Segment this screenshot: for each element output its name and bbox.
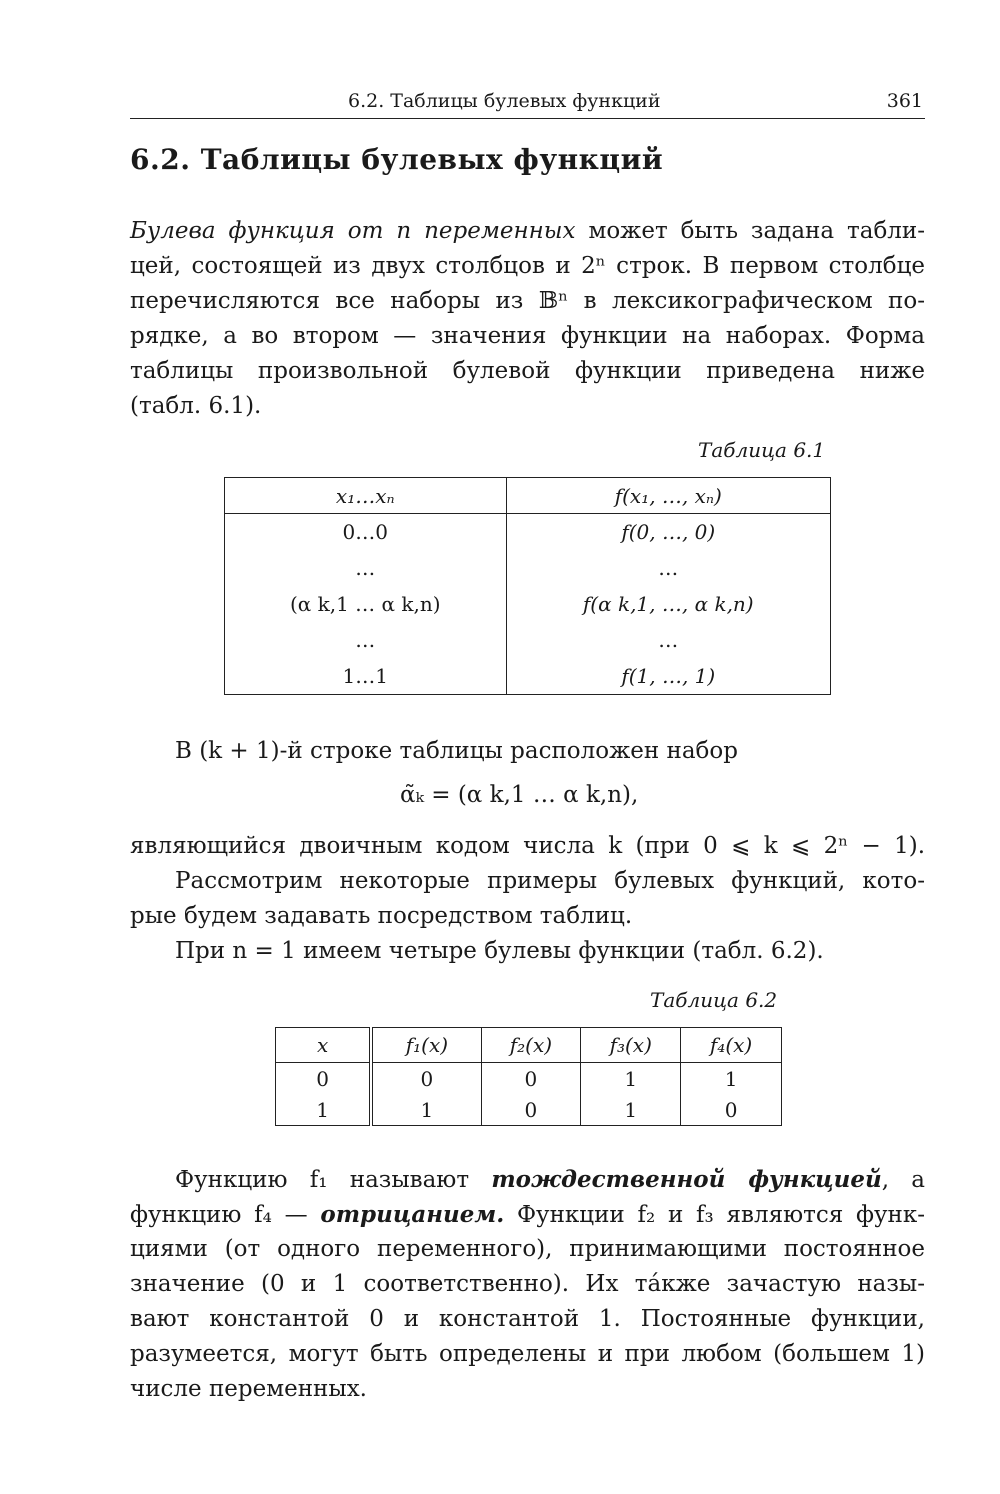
para2-line-4: рые будем задавать посредством таблиц.: [130, 903, 633, 929]
table-row: [225, 586, 831, 622]
term-identity-function: тождественной функцией: [491, 1166, 882, 1193]
table-row: [225, 658, 831, 695]
intro-line-3: перечисляются все наборы из 𝔹ⁿ в лексикографическом по-: [130, 288, 925, 314]
t2-header-f2: f₂(x): [481, 1028, 581, 1063]
t2-header-f3: f₃(x): [581, 1028, 681, 1063]
table-row: [225, 622, 831, 658]
table-row: [276, 1094, 782, 1126]
t1-header-func: f(x₁, …, xₙ): [506, 478, 830, 514]
para3-line-2-start: функцию f₄ —: [130, 1202, 308, 1228]
t1-header-args: x₁…xₙ: [225, 478, 507, 514]
intro-line-6: (табл. 6.1).: [130, 393, 262, 419]
t2-header-f1: f₁(x): [371, 1028, 481, 1063]
para3-line-1-end: , а: [881, 1167, 926, 1193]
para2-line-2: являющийся двоичным кодом числа k (при 0 ⩽ k ⩽ 2ⁿ − 1).: [130, 833, 925, 859]
t2-cell: 1: [681, 1063, 782, 1095]
para3-line-6: разумеется, могут быть определены и при любом (большем 1): [130, 1341, 925, 1367]
t2-cell: 1: [581, 1094, 681, 1126]
para2-line-3: Рассмотрим некоторые примеры булевых функций, кото-: [175, 868, 925, 894]
running-title: 6.2. Таблицы булевых функций: [348, 90, 661, 112]
t1-cell: …: [225, 550, 507, 586]
t1-cell: f(0, …, 0): [506, 514, 830, 551]
term-negation: отрицанием.: [320, 1201, 505, 1228]
table-6-1: [224, 477, 831, 695]
running-header: [130, 88, 925, 119]
t1-cell: …: [506, 550, 830, 586]
table-6-2-caption: Таблица 6.2: [650, 988, 778, 1012]
t1-cell: (α k,1 … α k,n): [225, 586, 507, 622]
t2-cell: 1: [276, 1094, 372, 1126]
t2-cell: 0: [276, 1063, 372, 1095]
t2-cell: 1: [581, 1063, 681, 1095]
intro-line-4: рядке, а во втором — значения функции на наборах. Форма: [130, 323, 925, 349]
t1-cell: …: [225, 622, 507, 658]
intro-line-2: цей, состоящей из двух столбцов и 2ⁿ строк. В первом столбце: [130, 253, 925, 279]
paragraph-binary-code: [130, 829, 925, 969]
t2-header-f4: f₄(x): [681, 1028, 782, 1063]
table-row: [276, 1063, 782, 1095]
t1-cell: …: [506, 622, 830, 658]
t2-cell: 0: [481, 1094, 581, 1126]
para3-line-2: [130, 1197, 925, 1232]
t2-cell: 0: [681, 1094, 782, 1126]
para3-line-5: вают константой 0 и константой 1. Постоянные функции,: [130, 1306, 925, 1332]
term-boolean-function: Булева функция от n переменных: [130, 218, 576, 244]
t1-cell: f(α k,1, …, α k,n): [506, 586, 830, 622]
paragraph-identity-negation: [130, 1162, 925, 1407]
para3-line-3: циями (от одного переменного), принимающими постоянное: [130, 1236, 925, 1262]
intro-line-5: таблицы произвольной булевой функции приведена ниже: [130, 358, 925, 384]
para2-line-1: В (k + 1)-й строке таблицы расположен набор: [175, 738, 738, 764]
table-row: [225, 514, 831, 551]
table-row: [225, 550, 831, 586]
para3-line-2-end: Функции f₂ и f₃ являются функ-: [516, 1202, 925, 1228]
table-6-2: [275, 1027, 782, 1126]
intro-line-1-rest: может быть задана табли-: [588, 218, 925, 244]
intro-paragraph: [130, 214, 925, 424]
paragraph-row-k: [130, 734, 925, 769]
page-number: 361: [886, 90, 923, 112]
t1-cell: f(1, …, 1): [506, 658, 830, 695]
para2-line-5: При n = 1 имеем четыре булевы функции (табл. 6.2).: [175, 938, 824, 964]
formula-alpha-k: α̃ₖ = (α k,1 … α k,n),: [400, 782, 639, 808]
t2-header-x: x: [276, 1028, 372, 1063]
t2-cell: 0: [481, 1063, 581, 1095]
para3-line-1: [130, 1162, 925, 1197]
table-6-1-caption: Таблица 6.1: [698, 438, 826, 462]
section-title: 6.2. Таблицы булевых функций: [130, 143, 664, 176]
t1-cell: 1…1: [225, 658, 507, 695]
t2-cell: 1: [371, 1094, 481, 1126]
para3-line-4: значение (0 и 1 соответственно). Их та́кже зачастую назы-: [130, 1271, 925, 1297]
t1-cell: 0…0: [225, 514, 507, 551]
intro-line-1: [130, 214, 925, 249]
para3-line-1-start: Функцию f₁ называют: [175, 1167, 470, 1193]
t2-cell: 0: [371, 1063, 481, 1095]
para3-line-7: числе переменных.: [130, 1376, 367, 1402]
